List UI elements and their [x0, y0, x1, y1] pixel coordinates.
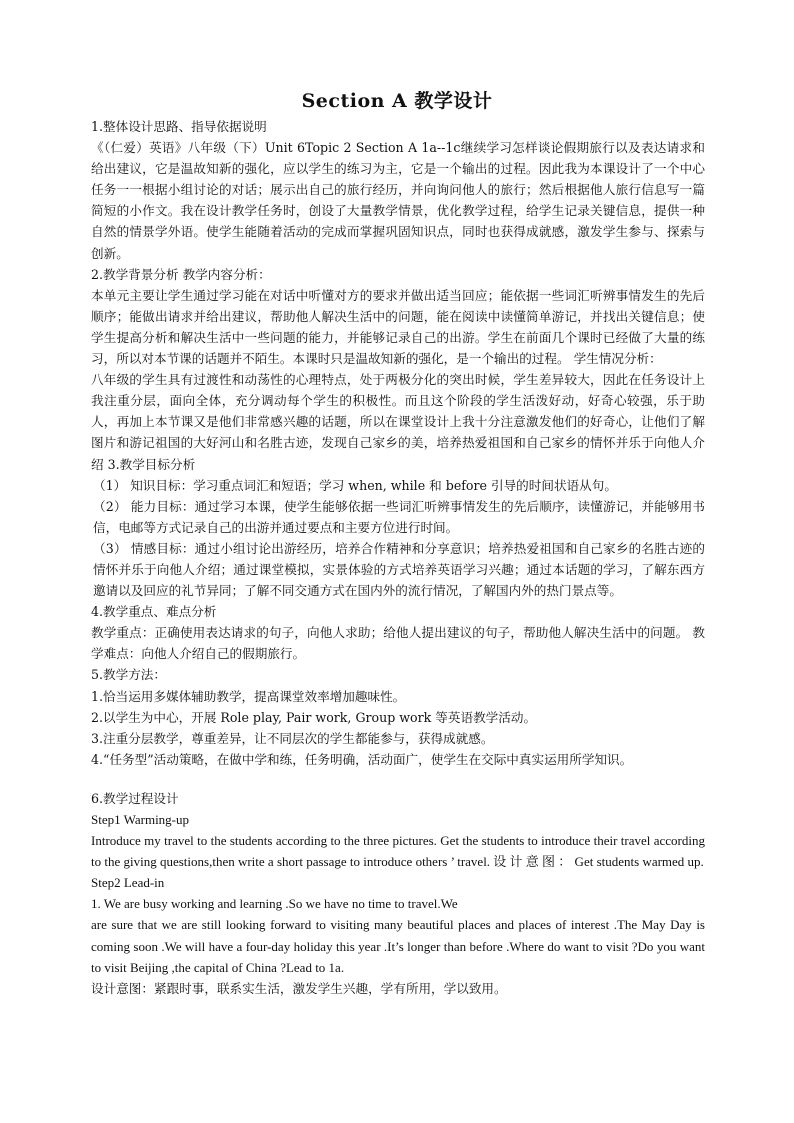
- spacer: [91, 770, 705, 788]
- method-item-1: 1.恰当运用多媒体辅助教学，提高课堂效率增加趣味性。: [91, 688, 406, 704]
- objective-emotion: （3） 情感目标：通过小组讨论出游经历，培养合作精神和分享意识；培养热爱祖国和自己家乡的名胜古迹的情怀并乐于向他人介绍；通过课堂模拟，实景体验的方式培养英语学习兴趣；通过本话题的学习，了解东西方邀请以及回应的礼节异同；了解不同交通方式在国内外的流行情况，了解国内外的热门景点等。: [93, 540, 705, 599]
- heading-step2: Step2 Lead-in: [91, 875, 165, 891]
- objective-ability: （2） 能力目标：通过学习本课，使学生能够依据一些词汇听辨事情发生的先后顺序，读懂游记，并能够用书信，电邮等方式记录自己的出游并通过要点和主要方位进行时间。: [93, 498, 705, 535]
- method-item-4: 4.“任务型”活动策略，在做中学和练，任务明确，活动面广，使学生在交际中真实运用所学知识。: [91, 751, 633, 767]
- heading-design-idea: 1.整体设计思路、指导依据说明: [91, 119, 267, 134]
- heading-process: 6.教学过程设计: [91, 790, 179, 806]
- paragraph-student-analysis: 八年级的学生具有过渡性和动荡性的心理特点，处于两极分化的突出时候，学生差异较大，因此在任务设计上我注重分层，面向全体，充分调动每个学生的积极性。而且这个阶段的学生活泼好动，好奇心较强，乐于助人，再加上本节课又是他们非常感兴趣的话题，所以在课堂设计上我十分注意激发他们的好奇心，让他们了解图片和游记祖国的大好河山和名胜古迹，发现自己家乡的美，培养热爱祖国和自己家乡的情怀并乐于向他人介绍 3.教学目标分析: [91, 372, 705, 472]
- paragraph-content-analysis: 本单元主要让学生通过学习能在对话中听懂对方的要求并做出适当回应；能依据一些词汇听辨事情发生的先后顺序；能做出请求并给出建议，帮助他人解决生活中的问题，能在阅读中读懂简单游记，并找出关键信息；使学生提高分析和解决生活中一些问题的能力，并能够记录自己的出游。学生在前面几个课时已经做了大量的练习，所以对本节课的话题并不陌生。本课时只是温故知新的强化，是一个输出的过程。 学生情况分析：: [91, 287, 705, 367]
- heading-step1: Step1 Warming-up: [91, 812, 190, 827]
- heading-background: 2.教学背景分析 教学内容分析：: [91, 266, 271, 282]
- method-item-3: 3.注重分层教学，尊重差异，让不同层次的学生都能参与，获得成就感。: [91, 730, 494, 746]
- paragraph-step1: Introduce my travel to the students according to the three pictures. Get the students to introduce their travel according to the giving questions,then write a short passage to introduce others ’ travel. 设 计 意 图 ： Get students warmed up.: [91, 833, 705, 870]
- paragraph-step2-line1: 1. We are busy working and learning .So we have no time to travel.We: [91, 896, 458, 912]
- paragraph-design-idea: 《（仁爱）英语》八年级（下）Unit 6Topic 2 Section A 1a--1c继续学习怎样谈论假期旅行以及表达请求和给出建议，它是温故知新的强化，应以学生的练习为主，它是一个输出的过程。因此我为本课设计了一个中心任务一一根据小组讨论的对话；展示出自己的旅行经历，并向询问他人的旅行；然后根据他人旅行信息写一篇简短的小作文。我在设计教学任务时，创设了大量教学情景，优化教学过程，给学生记录关键信息，提供一种自然的情景学外语。使学生能随着活动的完成而掌握巩固知识点，同时也获得成就感，激发学生参与、探索与创新。: [91, 140, 705, 261]
- objective-knowledge: （1） 知识目标：学习重点词汇和短语；学习 when, while 和 before 引导的时间状语从句。: [93, 477, 617, 493]
- paragraph-key-points: 教学重点：正确使用表达请求的句子，向他人求助；给他人提出建议的句子，帮助他人解决生活中的问题。 教学难点：向他人介绍自己的假期旅行。: [91, 625, 705, 662]
- paragraph-step2-intent: 设计意图：紧跟时事，联系实生活，激发学生兴趣，学有所用，学以致用。: [91, 980, 507, 996]
- heading-methods: 5.教学方法：: [91, 667, 166, 683]
- heading-key-points: 4.教学重点、难点分析: [91, 604, 217, 620]
- document-body: [91, 116, 705, 999]
- document-title: Section A 教学设计: [301, 90, 493, 112]
- paragraph-step2-line2: are sure that we are still looking forward to visiting many beautiful places and places of interest .The May Day is coming soon .We will have a four-day holiday this year .It’s longer than before .Where do want to visit ?Do you want to visit Beijing ,the capital of China ?Lead to 1a.: [91, 917, 705, 975]
- method-item-2: 2.以学生为中心，开展 Role play, Pair work, Group work 等英语教学活动。: [91, 709, 537, 725]
